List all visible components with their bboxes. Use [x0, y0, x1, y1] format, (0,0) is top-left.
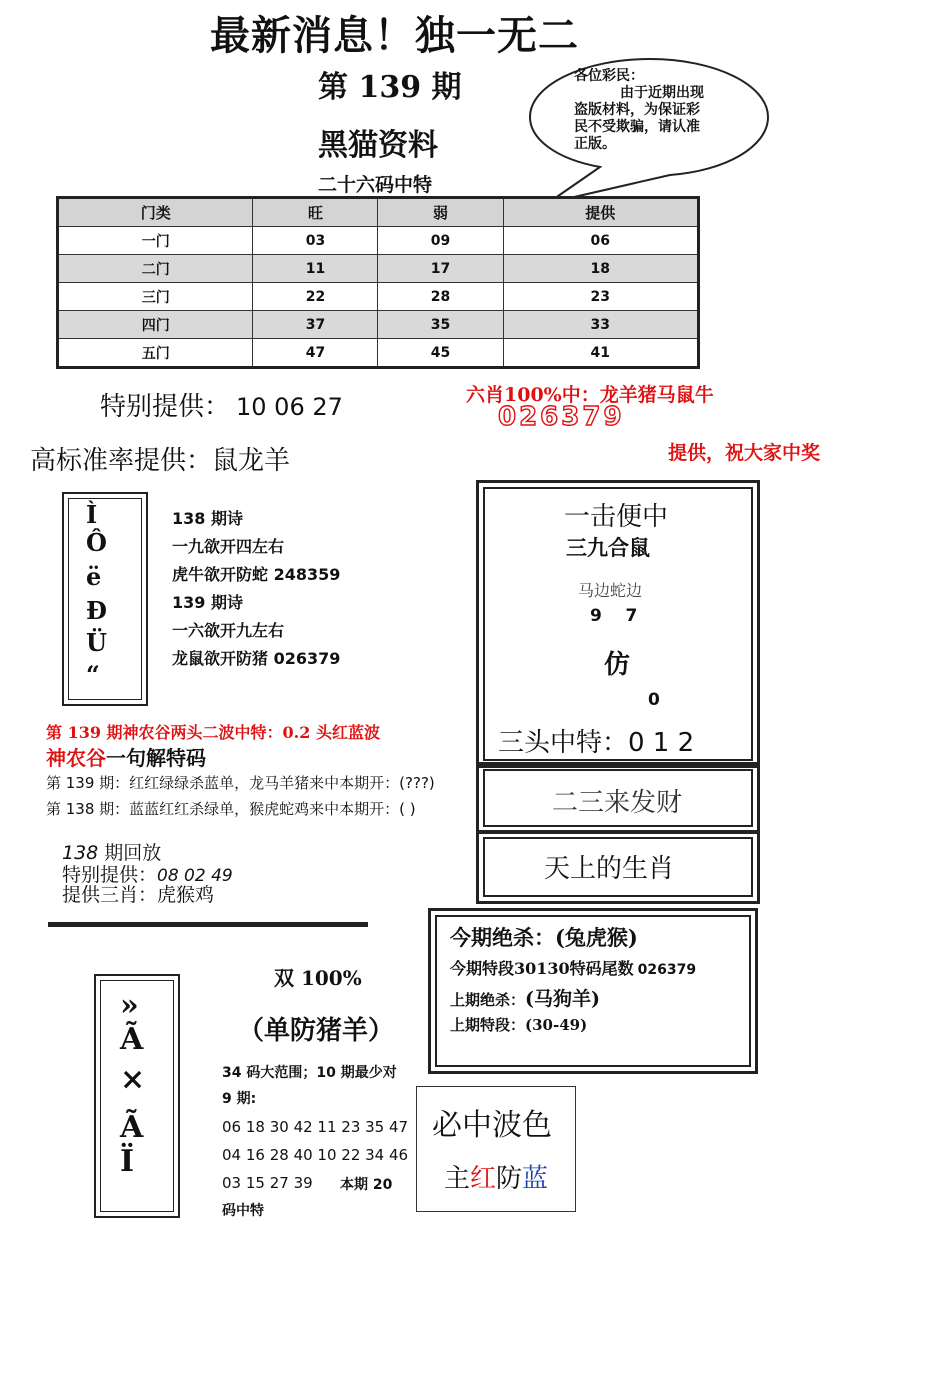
garbled-glyph: Ã [120, 1022, 144, 1057]
poem-line: 虎牛欲开防蛇 248359 [172, 565, 341, 584]
table-header-cell: 提供 [503, 198, 698, 227]
table-header-cell: 弱 [378, 198, 503, 227]
notice-text: 各位彩民： 由于近期出现 盗版材料，为保证彩 民不受欺骗，请认准 正版。 [574, 68, 704, 150]
table-header-cell: 门类 [58, 198, 253, 227]
table-cell: 二门 [58, 255, 253, 283]
wave-color-sub: 主红防蓝 [444, 1164, 549, 1194]
shennong-brand-rest: 一句解特码 [106, 746, 206, 770]
table-cell: 41 [503, 339, 698, 368]
shennong-brand: 神农谷 [46, 746, 106, 770]
poem-line: 一六欲开九左右 [172, 621, 285, 640]
page-title: 最新消息！独一无二 [210, 12, 579, 59]
garbled-glyph: ë [86, 562, 102, 591]
wish-text: 提供，祝大家中奖 [668, 442, 821, 464]
table-cell: 33 [503, 311, 698, 339]
poem-line: 一九欲开四左右 [172, 537, 285, 556]
kill-line-4: 上期特段：(30-49) [450, 1016, 588, 1034]
table-cell: 35 [378, 311, 503, 339]
table-row [58, 227, 699, 255]
poem-line: 138 期诗 [172, 509, 243, 528]
hit-numbers: 9 7 [590, 606, 638, 626]
table-cell: 28 [378, 283, 503, 311]
hit-line3: 马边蛇边 [578, 581, 643, 600]
double-100: 双 100% [274, 966, 362, 990]
table-cell: 四门 [58, 311, 253, 339]
table-cell: 09 [378, 227, 503, 255]
range-line-2: 9 期: [222, 1091, 257, 1107]
kill-line-3: 上期绝杀：(马狗羊) [450, 988, 600, 1010]
range-line-1: 34 码大范围；10 期最少对 [222, 1065, 397, 1081]
range-numbers: 04 16 28 40 10 22 34 46 [222, 1146, 409, 1164]
kill-line-1: 今期绝杀：(兔虎猴) [450, 925, 638, 950]
hit-char: 仿 [604, 650, 631, 680]
table-cell: 37 [253, 311, 378, 339]
divider [48, 922, 368, 927]
garbled-glyph: × [120, 1062, 146, 1097]
hit-zero: 0 [648, 690, 660, 710]
wave-color-title: 必中波色 [432, 1108, 552, 1143]
table-row [58, 283, 699, 311]
shennong-title [46, 742, 206, 771]
range-tail: 本期 20 [340, 1177, 393, 1193]
table-row [58, 311, 699, 339]
table-caption: 二十六码中特 [318, 174, 433, 196]
issue-number: 第 139 期 [318, 70, 462, 105]
table-cell: 23 [503, 283, 698, 311]
numbers-table [56, 196, 700, 369]
table-cell: 03 [253, 227, 378, 255]
table-cell: 06 [503, 227, 698, 255]
table-cell: 一门 [58, 227, 253, 255]
hit-title: 一击便中 [564, 502, 669, 532]
shennong-line-138: 第 138 期：蓝蓝红红杀绿单，猴虎蛇鸡来中本期开：( ) [46, 800, 416, 818]
shennong-red-line: 第 139 期神农谷两头二波中特：0.2 头红蓝波 [46, 723, 380, 742]
table-row [58, 339, 699, 368]
hit-line2: 三九合鼠 [566, 535, 650, 560]
poem-line: 龙鼠欲开防猪 026379 [172, 649, 341, 668]
review-special: 特别提供：08 02 49 [62, 864, 233, 886]
garbled-glyph: Ã [120, 1110, 144, 1145]
table-cell: 47 [253, 339, 378, 368]
garbled-glyph: Ï [120, 1144, 135, 1179]
six-zodiac-number: 026379 [498, 402, 625, 432]
table-cell: 17 [378, 255, 503, 283]
table-cell: 45 [378, 339, 503, 368]
range-numbers: 06 18 30 42 11 23 35 47 [222, 1118, 409, 1136]
six-zodiac-line: 六肖100%中：龙羊猪马鼠牛 [466, 384, 714, 406]
special-value: 10 06 27 [236, 393, 343, 421]
shennong-line-139: 第 139 期：红红绿绿杀蓝单，龙马羊猪来中本期开：(???) [46, 774, 435, 792]
high-accuracy-provide: 高标准率提供：鼠龙羊 [30, 446, 291, 476]
review-three: 提供三肖：虎猴鸡 [62, 884, 215, 906]
garbled-glyph: Ì [86, 500, 98, 529]
table-header-row [58, 198, 699, 227]
fortune-text: 二三来发财 [552, 788, 683, 818]
table-cell: 18 [503, 255, 698, 283]
special-label: 特别提供： [100, 392, 231, 422]
table-row [58, 255, 699, 283]
garbled-glyph: Ô [86, 528, 107, 557]
table-cell: 11 [253, 255, 378, 283]
heaven-text: 天上的生肖 [544, 854, 675, 884]
garbled-glyph: Ü [86, 628, 107, 657]
table-header-cell: 旺 [253, 198, 378, 227]
three-head-special: 三头中特：0 1 2 [498, 728, 695, 758]
garbled-glyph: » [120, 988, 139, 1023]
table-cell: 三门 [58, 283, 253, 311]
review-title: 138 期回放 [62, 842, 162, 864]
table-cell: 五门 [58, 339, 253, 368]
range-numbers: 03 15 27 39 [222, 1174, 313, 1192]
page-subtitle: 黑猫资料 [318, 128, 438, 163]
kill-line-2: 今期特段30130特码尾数 026379 [450, 959, 697, 978]
table-cell: 22 [253, 283, 378, 311]
garbled-glyph: Ð [86, 596, 107, 625]
range-tail-2: 码中特 [222, 1203, 264, 1219]
garbled-glyph: “ [86, 660, 100, 689]
special-provide [100, 386, 343, 423]
single-guard: （单防猪羊） [238, 1016, 395, 1046]
poem-line: 139 期诗 [172, 593, 243, 612]
